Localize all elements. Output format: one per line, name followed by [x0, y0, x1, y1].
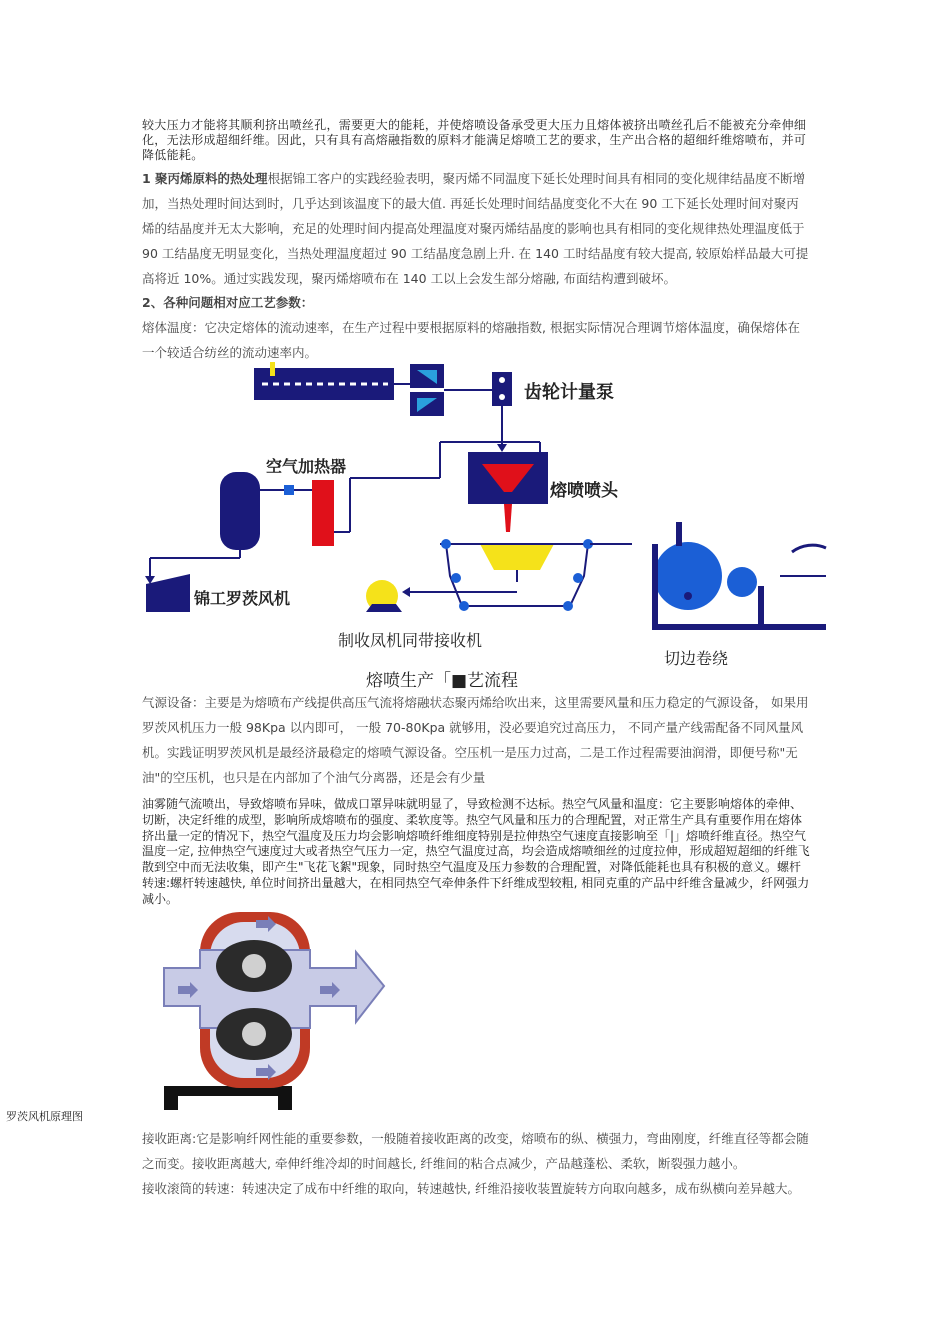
winder-frame-left [652, 544, 658, 630]
gear-pump-label: 齿轮计量泵 [524, 382, 614, 403]
blower-base-gap [178, 1096, 278, 1110]
heat-treatment-title: 1 聚丙烯原料的热处理 [142, 171, 268, 186]
suction-box [480, 544, 554, 570]
heat-treatment-paragraph [142, 166, 810, 291]
belt-roller-3 [451, 573, 461, 583]
belt-roller-4 [573, 573, 583, 583]
process-flow-diagram [140, 360, 830, 690]
intro-paragraph: 较大压力才能将其顺利挤出喷丝孔，需要更大的能耗，并使熔喷设备承受更大压力且熔体被挤出喷丝孔后不能被充分牵伸细化，无法形成超细纤维。因此，只有具有高熔融指数的原料才能满足熔喷工艺的要求，生产出合格的超细纤维熔喷布，并可降低能耗。 [142, 118, 807, 162]
air-tank [220, 472, 260, 550]
heater-valve [284, 485, 294, 495]
suction-fan-base [366, 604, 402, 612]
rotor-top-shaft [242, 954, 266, 978]
extruder-hopper [270, 362, 275, 376]
pump-to-head-arrow [497, 444, 507, 452]
process-flow-svg [140, 360, 830, 690]
air-equipment-paragraph: 气源设备：主要是为熔喷布产线提供高压气流将熔融状态聚丙烯给吹出来，这里需要风量和压力稳定的气源设备， 如果用罗茨风机压力一般 98Kpa 以内即可， 一般 70-80Kpa 就够用，没必要追究过高压力， 不同产量产线需配备不同风量风机。实践证明罗茨风机是最经济最稳定的熔喷气源设备。空压机一是压力过高，二是工作过程需要油润滑，即便号称"无油"的空压机，也只是在内部加了个油气分离器，还是会有少量 [142, 695, 809, 785]
winder-hub [684, 592, 692, 600]
params-heading: 2、各种问题相对应工艺参数： [142, 295, 314, 310]
belt-roller-6 [563, 601, 573, 611]
drum-speed-paragraph: 接收滚筒的转速：转速决定了成布中纤维的取向，转速越快, 纤维沿接收装置旋转方向取向越多，成布纵横向差异越大。 [142, 1181, 800, 1196]
diagram-title: 熔喷生产「■艺流程 [366, 671, 519, 691]
heat-treatment-body: 根据锦工客户的实践经验表明，聚丙烯不同温度下延长处理时间具有相同的变化规律结晶度不断增加，当热处理时间达到时，几乎达到该温度下的最大值. 再延长处理时间结晶度变化不大在 90 工下延长处理时间对聚丙烯的结晶度并无太大影响，充足的处理时间内提高处理温度对聚丙烯结晶度的影响也具有相同的变化规律热处理温度低于 90 工结晶度无明显变化，当热处理温度超过 90 工结晶度急剧上升. 在 140 工时结晶度有较大提高, 较原始样品最大可提高将近 10%。通过实践发现，聚丙烯熔喷布在 140 工以上会发生部分熔融, 布面结构遭到破坏。 [142, 171, 809, 286]
collector-caption: 制收凤机同带接收机 [338, 631, 483, 650]
die-head-label: 熔喷喷头 [550, 481, 618, 501]
roots-blower-svg [160, 906, 390, 1110]
oil-mist-paragraph: 油雾随气流喷出，导致熔喷布异味，做成口罩异味就明显了，导致检测不达标。热空气风量和温度：它主要影响熔体的牵伸、切断，决定纤维的成型，影响所成熔喷布的强度、柔软度等。热空气风量和压力的合理配置，对正常生产具有重要作用在熔体挤出量一定的情况下，热空气温度及压力均会影响熔喷纤维细度特别是拉伸热空气速度直接影响至「|」熔喷纤维直径。热空气温度一定, 拉伸热空气速度过大或者热空气压力一定，热空气温度过高，均会造成熔喷细丝的过度拉伸，形成超短超细的纤维飞散到空中而无法收集，即产生"飞花飞絮"现象，同时热空气温度及压力参数的合理配置，对降低能耗也具有积极的意义。螺杆转速:螺杆转速越快, 单位时间挤出量越大，在相同热空气牵伸条件下纤维成型较粗, 相同克重的产品中纤维含量减少，纤网强力减小。 [142, 797, 810, 906]
winder-caption: 切边卷绕 [664, 649, 729, 668]
melt-temp-paragraph: 熔体温度：它决定熔体的流动速率，在生产过程中要根据原料的熔融指数, 根据实际情况合理调节熔体温度，确保熔体在一个较适合纺丝的流动速率内。 [142, 320, 800, 360]
gear-pump-dot-top [499, 377, 505, 383]
gear-pump-dot-bottom [499, 394, 505, 400]
air-heater [312, 480, 334, 546]
roots-blower-diagram [160, 906, 390, 1110]
belt-roller-1 [441, 539, 451, 549]
suction-return-arrow [402, 587, 410, 597]
air-heater-label: 空气加热器 [266, 457, 347, 476]
roots-blower-label: 锦工罗茨风机 [194, 589, 291, 608]
winder-frame-bottom [652, 624, 826, 630]
roots-diagram-caption: 罗茨风机原理图 [6, 1110, 83, 1123]
winder-cutter [676, 522, 682, 546]
rotor-bottom-shaft [242, 1022, 266, 1046]
belt-roller-5 [459, 601, 469, 611]
receiving-distance-paragraph: 接收距离:它是影响纤网性能的重要参数，一般随着接收距离的改变，熔喷布的纵、横强力，弯曲刚度，纤维直径等都会随之而变。接收距离越大, 牵伸纤维冷却的时间越长, 纤维间的粘合点减少，产品越蓬松、柔软，断裂强力越小。 [142, 1131, 809, 1171]
melt-jet [504, 504, 512, 532]
winder-frame-mid [758, 586, 764, 630]
winder-small-roll [727, 567, 757, 597]
